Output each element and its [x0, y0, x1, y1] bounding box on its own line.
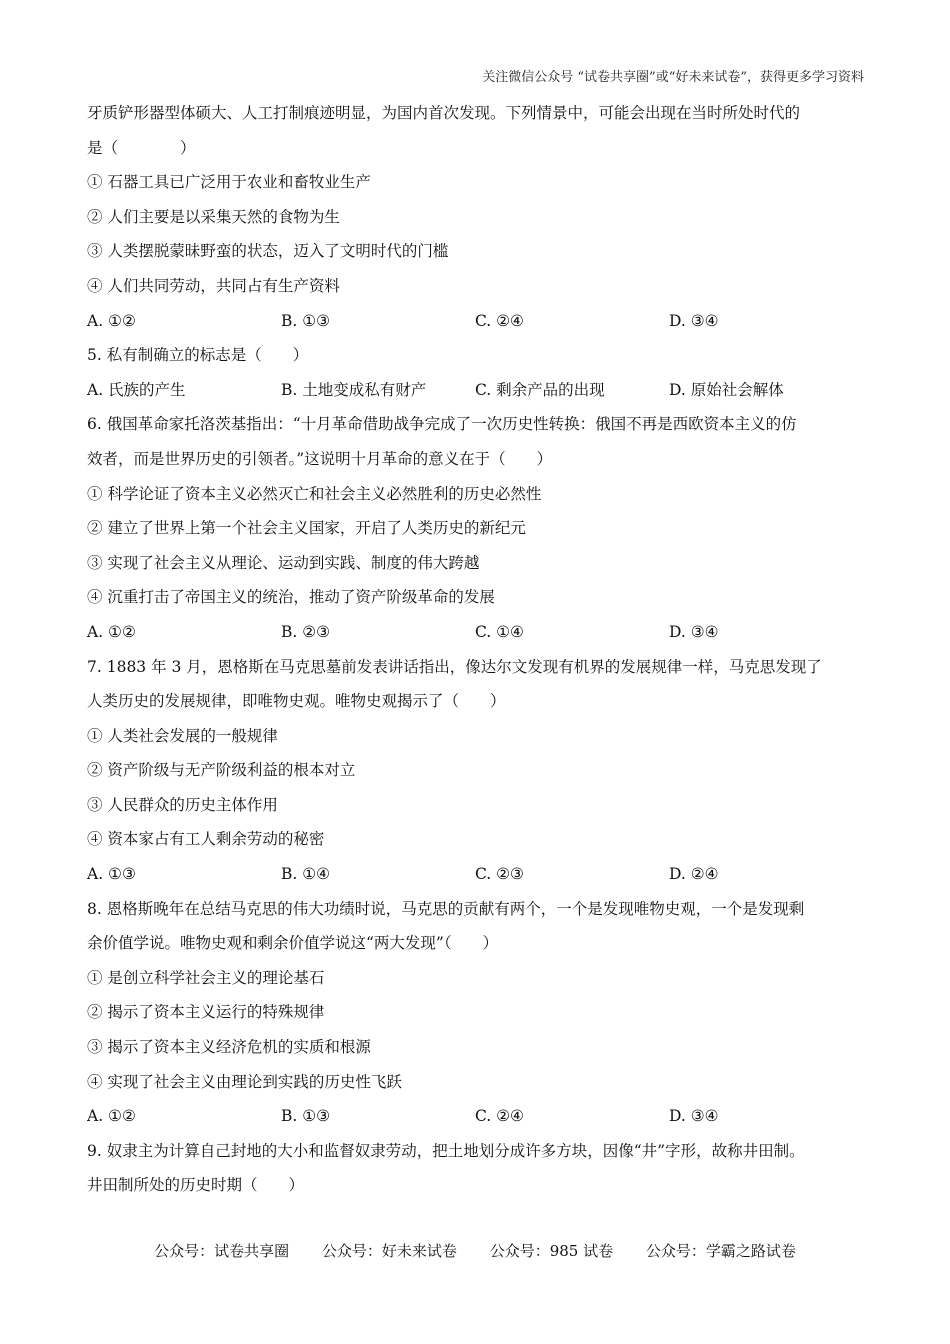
q9-stem-line2: 井田制所处的历史时期（ ）: [87, 1176, 305, 1195]
q5-option-a: A. 氏族的产生: [87, 380, 186, 399]
q9-stem-line1: 9. 奴隶主为计算自己封地的大小和监督奴隶劳动，把土地划分成许多方块，因像“井”字形，故称井田制。: [87, 1141, 805, 1160]
footer-account-4: 公众号：学霸之路试卷: [645, 1242, 796, 1260]
q6-option-b: B. ②③: [281, 622, 331, 641]
q7-stem-line2: 人类历史的发展规律，即唯物史观。唯物史观揭示了（ ）: [87, 692, 506, 711]
q7-option-a: A. ①③: [87, 865, 136, 884]
q7-options: [87, 857, 867, 892]
q7-option-c: C. ②③: [475, 865, 524, 884]
q6-option-c: C. ①④: [475, 622, 524, 641]
q8-stem-line2: 余价值学说。唯物史观和剩余价值学说这“两大发现”（ ）: [87, 934, 499, 953]
q8-option-a: A. ①②: [87, 1107, 136, 1126]
q6-item-3: ③ 实现了社会主义从理论、运动到实践、制度的伟大跨越: [87, 553, 480, 572]
q4-stem-line1: 牙质铲形器型体硕大、人工打制痕迹明显，为国内首次发现。下列情景中，可能会出现在当时所处时代的: [87, 104, 801, 122]
q4-option-b: B. ①③: [281, 311, 331, 330]
q6-option-a: A. ①②: [87, 622, 136, 641]
q8-options: [87, 1099, 867, 1134]
q7-item-2: ② 资产阶级与无产阶级利益的根本对立: [87, 761, 356, 780]
q6-item-2: ② 建立了世界上第一个社会主义国家，开启了人类历史的新纪元: [87, 519, 526, 538]
q4-item-4: ④ 人们共同劳动，共同占有生产资料: [87, 276, 340, 295]
q6-options: [87, 615, 867, 650]
q4-item-2: ② 人们主要是以采集天然的食物为生: [87, 207, 340, 226]
q8-option-d: D. ③④: [669, 1107, 719, 1126]
q4-options: [87, 304, 867, 339]
footer-account-1: 公众号：试卷共享圈: [154, 1242, 290, 1260]
q8-stem-line1: 8. 恩格斯晚年在总结马克思的伟大功绩时说，马克思的贡献有两个，一个是发现唯物史观，一个是发现剩: [87, 899, 805, 918]
q6-item-1: ① 科学论证了资本主义必然灭亡和社会主义必然胜利的历史必然性: [87, 484, 542, 503]
q7-item-1: ① 人类社会发展的一般规律: [87, 726, 278, 745]
q8-item-4: ④ 实现了社会主义由理论到实践的历史性飞跃: [87, 1072, 402, 1091]
footer-account-2: 公众号：好未来试卷: [321, 1242, 457, 1260]
q5-option-b: B. 土地变成私有财产: [281, 380, 427, 399]
question-content: [87, 96, 867, 1203]
q5-option-d: D. 原始社会解体: [669, 380, 784, 399]
q6-stem-line1: 6. 俄国革命家托洛茨基指出：“十月革命借助战争完成了一次历史性转换：俄国不再是西欧资本主义的仿: [87, 415, 797, 434]
q5-option-c: C. 剩余产品的出现: [475, 380, 605, 399]
q6-item-4: ④ 沉重打击了帝国主义的统治，推动了资产阶级革命的发展: [87, 588, 495, 607]
q4-option-a: A. ①②: [87, 311, 136, 330]
q5-stem: 5. 私有制确立的标志是（ ）: [87, 346, 309, 365]
q7-option-b: B. ①④: [281, 865, 331, 884]
q7-item-3: ③ 人民群众的历史主体作用: [87, 795, 278, 814]
page-header: 关注微信公众号 “试卷共享圈”或“好未来试卷”，获得更多学习资料: [482, 70, 864, 85]
q5-options: [87, 373, 867, 408]
q7-option-d: D. ②④: [669, 865, 719, 884]
q4-item-1: ① 石器工具已广泛用于农业和畜牧业生产: [87, 173, 371, 192]
q4-item-3: ③ 人类摆脱蒙昧野蛮的状态，迈入了文明时代的门槛: [87, 242, 449, 261]
q4-stem-line2: 是（ ）: [87, 138, 196, 157]
page-footer: [0, 1240, 950, 1261]
q8-item-2: ② 揭示了资本主义运行的特殊规律: [87, 1003, 325, 1022]
q8-option-b: B. ①③: [281, 1107, 331, 1126]
q4-option-c: C. ②④: [475, 311, 524, 330]
q8-item-3: ③ 揭示了资本主义经济危机的实质和根源: [87, 1038, 371, 1057]
q7-item-4: ④ 资本家占有工人剩余劳动的秘密: [87, 830, 325, 849]
q6-stem-line2: 效者，而是世界历史的引领者。”这说明十月革命的意义在于（ ）: [87, 449, 553, 468]
q4-option-d: D. ③④: [669, 311, 719, 330]
q7-stem-line1: 7. 1883 年 3 月，恩格斯在马克思墓前发表讲话指出，像达尔文发现有机界的发展规律一样，马克思发现了: [87, 657, 822, 676]
q6-option-d: D. ③④: [669, 622, 719, 641]
q8-item-1: ① 是创立科学社会主义的理论基石: [87, 968, 325, 987]
footer-account-3: 公众号：985 试卷: [489, 1242, 614, 1260]
q8-option-c: C. ②④: [475, 1107, 524, 1126]
